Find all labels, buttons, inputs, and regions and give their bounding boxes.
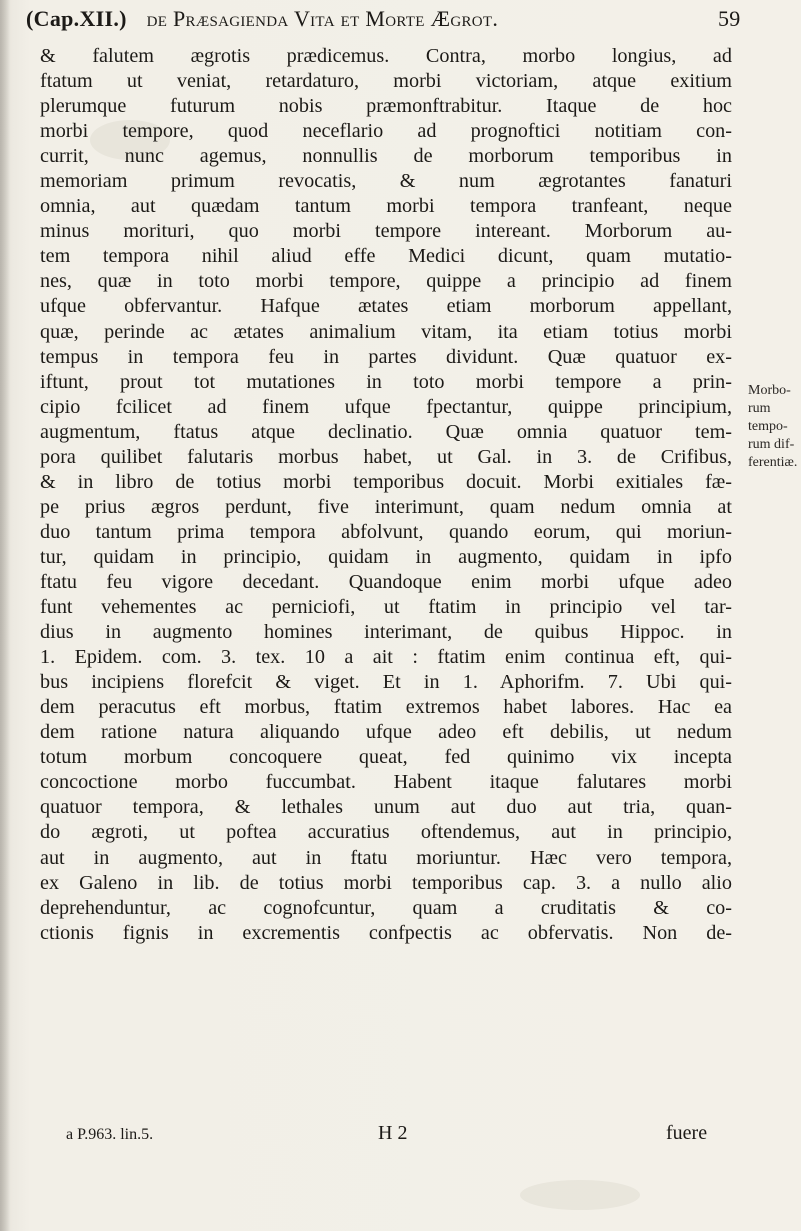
margin-note-line: tempo- [748, 419, 788, 434]
margin-note-line: rum [748, 401, 771, 416]
page-gutter-shadow [0, 0, 10, 1231]
running-header [26, 6, 746, 42]
chapter-label: (Cap.XII.) [26, 6, 127, 31]
text-line: nes, quæ in toto morbi tempore, quippe a principio ad finem [40, 270, 732, 293]
text-line: pora quilibet falutaris morbus habet, ut Gal. in 3. de Crifibus, [40, 445, 732, 468]
margin-note-line: rum dif- [748, 437, 795, 452]
text-line: iftunt, prout tot mutationes in toto morbi tempore a prin- [40, 370, 732, 393]
text-line: augmentum, ftatus atque declinatio. Quæ omnia quatuor tem- [40, 420, 732, 443]
margin-note-line: ferentiæ. [748, 455, 798, 470]
signature-mark: H 2 [378, 1122, 408, 1144]
footnote: a P.963. lin.5. [66, 1126, 154, 1143]
main-text-block [40, 44, 732, 946]
text-line: ftatu feu vigore decedant. Quandoque enim morbi ufque adeo [40, 570, 732, 593]
text-line: do ægroti, ut poftea accuratius oftendemus, aut in principio, [40, 821, 732, 844]
paper-stain [520, 1180, 640, 1210]
text-line: pe prius ægros perdunt, five interimunt, quam nedum omnia at [40, 495, 732, 518]
text-line: morbi tempore, quod neceflario ad prognoftici notitiam con- [40, 120, 732, 143]
text-line: quatuor tempora, & lethales unum aut duo aut tria, quan- [40, 796, 732, 819]
text-line: duo tantum prima tempora abfolvunt, quando eorum, qui moriun- [40, 520, 732, 543]
text-line: minus morituri, quo morbi tempore intereant. Morborum au- [40, 220, 732, 243]
text-line: deprehenduntur, ac cognofcuntur, quam a cruditatis & co- [40, 896, 732, 919]
text-line: tempus in tempora feu in partes dividunt. Quæ quatuor ex- [40, 345, 732, 368]
text-line: dius in augmento homines interimant, de quibus Hippoc. in [40, 621, 732, 644]
text-line: dem peracutus eft morbus, ftatim extremos habet labores. Hac ea [40, 696, 732, 719]
text-line: concoctione morbo fuccumbat. Habent itaque falutares morbi [40, 771, 732, 794]
margin-note [748, 382, 800, 472]
page-footer [66, 1122, 746, 1150]
text-line: & in libro de totius morbi temporibus docuit. Morbi exitiales fæ- [40, 470, 732, 493]
text-line: dem ratione natura aliquando ufque adeo eft debilis, ut nedum [40, 721, 732, 744]
text-line: & falutem ægrotis prædicemus. Contra, morbo longius, ad [40, 45, 732, 67]
text-line: ftatum ut veniat, retardaturo, morbi victoriam, atque exitium [40, 70, 732, 93]
text-line: tur, quidam in principio, quidam in augmento, quidam in ipfo [40, 545, 732, 568]
text-line: tem tempora nihil aliud effe Medici dicunt, quam mutatio- [40, 245, 732, 268]
text-line: totum morbum concoquere queat, fed quinimo vix incepta [40, 746, 732, 769]
text-line: quæ, perinde ac ætates animalium vitam, ita etiam totius morbi [40, 320, 732, 343]
text-line: ufque obfervantur. Hafque ætates etiam morborum appellant, [40, 295, 732, 318]
text-line: funt vehementes ac perniciofi, ut ftatim in principio vel tar- [40, 596, 732, 619]
text-line: bus incipiens florefcit & viget. Et in 1. Aphorifm. 7. Ubi qui- [40, 671, 732, 694]
catchword: fuere [666, 1122, 708, 1144]
page-number: 59 [718, 6, 741, 31]
text-line: currit, nunc agemus, nonnullis de morborum temporibus in [40, 145, 732, 168]
text-line: ex Galeno in lib. de totius morbi temporibus cap. 3. a nullo alio [40, 871, 732, 894]
margin-note-line: Morbo- [748, 383, 791, 398]
text-line: memoriam primum revocatis, & num ægrotantes fanaturi [40, 170, 732, 193]
text-line: aut in augmento, aut in ftatu moriuntur. Hæc vero tempora, [40, 846, 732, 869]
text-line: plerumque futurum nobis præmonftrabitur. Itaque de hoc [40, 95, 732, 118]
running-title: de Præsagienda Vita et Morte Ægrot. [146, 6, 499, 31]
text-line: omnia, aut quædam tantum morbi tempora tranfeant, neque [40, 195, 732, 218]
text-line: cipio fcilicet ad finem ufque fpectantur, quippe principium, [40, 395, 732, 418]
text-line: ctionis fignis in excrementis confpectis ac obfervatis. Non de- [40, 921, 732, 944]
text-line: 1. Epidem. com. 3. tex. 10 a ait : ftatim enim continua eft, qui- [40, 646, 732, 669]
